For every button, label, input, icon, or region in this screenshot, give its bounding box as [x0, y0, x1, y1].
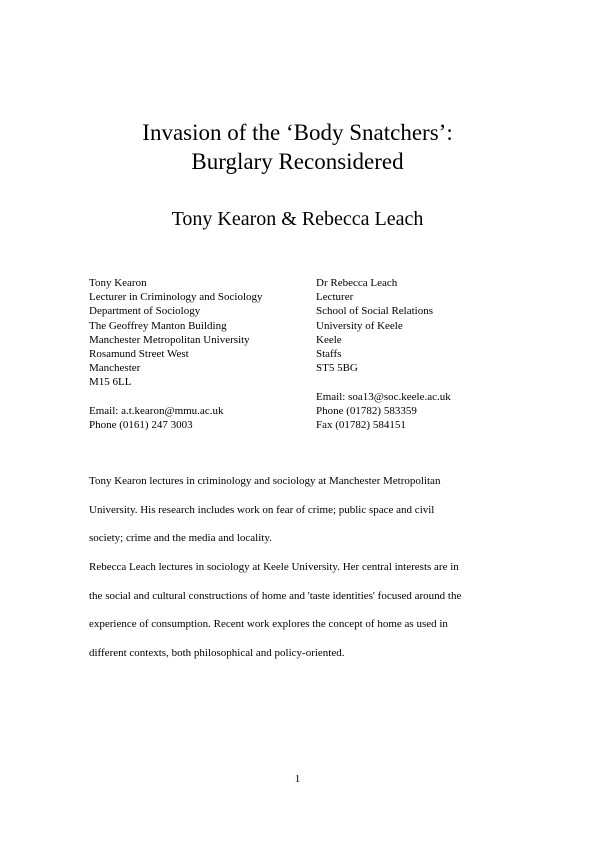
- bio-line: University. His research includes work on fear of crime; public space and civil: [89, 503, 435, 516]
- bio-line: society; crime and the media and locality.: [89, 532, 272, 545]
- phone-line: Phone (01782) 583359: [316, 404, 417, 417]
- bio-line: Rebecca Leach lectures in sociology at Keele University. Her central interests are in: [89, 561, 459, 574]
- address-line: Dr Rebecca Leach: [316, 277, 398, 289]
- address-line: University of Keele: [316, 319, 403, 332]
- title-line-2: Burglary Reconsidered: [191, 149, 404, 174]
- phone-line: Phone (0161) 247 3003: [89, 418, 193, 431]
- bio-line: the social and cultural constructions of home and 'taste identities' focused around the: [89, 589, 462, 602]
- fax-line: Fax (01782) 584151: [316, 418, 406, 431]
- address-line: Staffs: [316, 347, 342, 360]
- address-line: M15 6LL: [89, 376, 132, 389]
- author-address-kearon: [89, 276, 263, 432]
- spacer: [316, 375, 451, 389]
- email-line: Email: soa13@soc.keele.ac.uk: [316, 390, 451, 403]
- address-line: The Geoffrey Manton Building: [89, 319, 227, 332]
- page-number: 1: [294, 773, 301, 785]
- address-line: Manchester Metropolitan University: [89, 333, 250, 346]
- address-line: Department of Sociology: [89, 305, 201, 318]
- address-line: Tony Kearon: [89, 277, 147, 289]
- email-line: Email: a.t.kearon@mmu.ac.uk: [89, 404, 224, 417]
- address-line: Manchester: [89, 362, 141, 375]
- paper-title: [0, 118, 595, 176]
- bio-line: experience of consumption. Recent work explores the concept of home as used in: [89, 618, 448, 631]
- title-line-1: Invasion of the ‘Body Snatchers’:: [142, 120, 453, 145]
- authors: Tony Kearon & Rebecca Leach: [171, 208, 424, 230]
- address-line: ST5 5BG: [316, 362, 358, 375]
- spacer: [89, 390, 263, 404]
- author-biographies: [89, 473, 509, 674]
- bio-line: different contexts, both philosophical and policy-oriented.: [89, 647, 345, 660]
- address-line: Keele: [316, 333, 342, 346]
- address-line: Rosamund Street West: [89, 347, 189, 360]
- address-line: School of Social Relations: [316, 305, 434, 318]
- address-line: Lecturer in Criminology and Sociology: [89, 291, 263, 304]
- address-line: Lecturer: [316, 291, 354, 304]
- author-address-leach: [316, 276, 451, 432]
- bio-line: Tony Kearon lectures in criminology and sociology at Manchester Metropolitan: [89, 475, 441, 487]
